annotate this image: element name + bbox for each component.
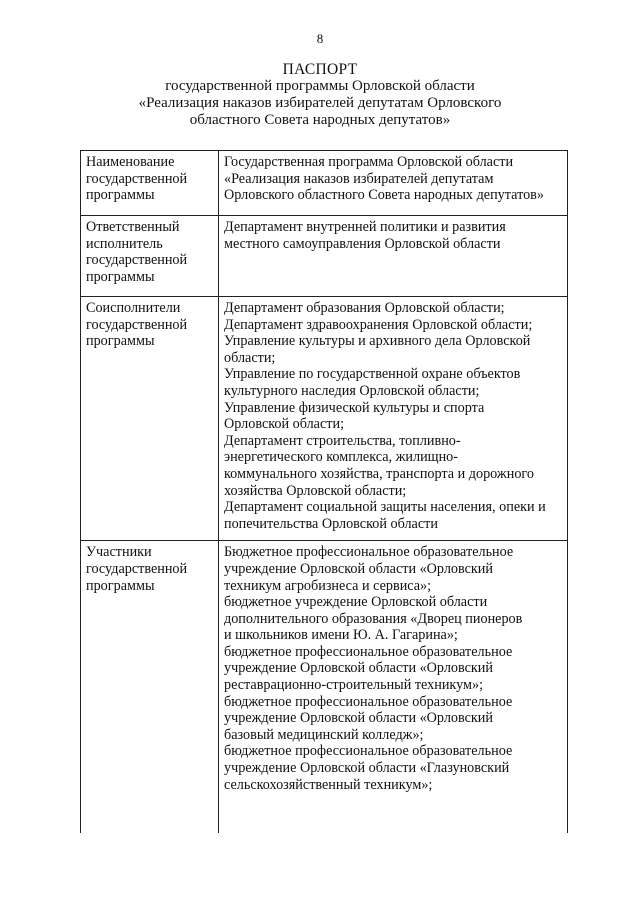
row-value-line: Департамент строительства, топливно- xyxy=(224,432,461,449)
row-label-cell xyxy=(81,151,219,216)
row-label-line: исполнитель xyxy=(86,235,163,252)
row-value-line: Управление физической культуры и спорта xyxy=(224,399,485,416)
row-value-line: реставрационно-строительный техникум»; xyxy=(224,677,484,694)
row-value-line: Орловской области; xyxy=(224,416,345,433)
row-value-line: бюджетное учреждение Орловской области xyxy=(224,594,488,611)
row-value-line: сельскохозяйственный техникум»; xyxy=(224,776,433,793)
row-label-line: государственной xyxy=(86,252,188,269)
row-label-line: государственной xyxy=(86,170,188,187)
row-value-cell xyxy=(219,151,568,216)
table-row xyxy=(81,216,568,297)
row-value-line: культурного наследия Орловской области; xyxy=(224,382,480,399)
passport-table xyxy=(80,150,568,833)
row-label-line: государственной xyxy=(86,316,188,333)
row-value-line: техникум агробизнеса и сервиса»; xyxy=(224,577,432,594)
row-value-line: бюджетное профессиональное образовательное xyxy=(224,643,513,660)
heading-line: государственной программы Орловской области xyxy=(165,78,475,94)
document-heading xyxy=(0,61,640,129)
table-row xyxy=(81,151,568,216)
document-title: ПАСПОРТ xyxy=(282,61,358,78)
row-label-line: программы xyxy=(86,577,155,594)
row-value-line: Управление культуры и архивного дела Орловской xyxy=(224,333,531,350)
row-label-line: Наименование xyxy=(86,154,175,170)
row-label-cell xyxy=(81,216,219,297)
row-value-line: Департамент здравоохранения Орловской области; xyxy=(224,316,533,333)
row-label-line: программы xyxy=(86,333,155,350)
row-value-line: и школьников имени Ю. А. Гагарина»; xyxy=(224,627,458,644)
row-value-line: учреждение Орловской области «Орловский xyxy=(224,560,493,577)
heading-line: областного Совета народных депутатов» xyxy=(189,112,451,128)
row-value-line: хозяйства Орловской области; xyxy=(224,482,407,499)
row-value-line: Департамент внутренней политики и развития xyxy=(224,219,506,235)
row-value-line: бюджетное профессиональное образовательное xyxy=(224,743,513,760)
row-label-line: Ответственный xyxy=(86,219,180,235)
table-row xyxy=(81,541,568,833)
row-value-line: Департамент образования Орловской области; xyxy=(224,300,505,316)
row-value-line: Департамент социальной защиты населения, опеки и xyxy=(224,499,546,516)
row-value-line: области; xyxy=(224,349,276,366)
table-row xyxy=(81,297,568,541)
row-value-line: базовый медицинский колледж»; xyxy=(224,726,424,743)
row-value-line: Управление по государственной охране объектов xyxy=(224,366,521,383)
row-label-line: Участники xyxy=(86,544,152,561)
row-label-line: государственной xyxy=(86,560,188,577)
row-value-line: Орловского областного Совета народных депутатов» xyxy=(224,187,544,204)
page-number: 8 xyxy=(316,31,324,46)
row-value-cell xyxy=(219,216,568,297)
row-label-cell xyxy=(81,541,219,833)
row-value-cell xyxy=(219,297,568,541)
row-label-cell xyxy=(81,297,219,541)
heading-line: «Реализация наказов избирателей депутатам Орловского xyxy=(138,95,502,111)
row-value-cell xyxy=(219,541,568,833)
row-value-line: попечительства Орловской области xyxy=(224,515,438,532)
row-value-line: бюджетное профессиональное образовательное xyxy=(224,693,513,710)
row-value-line: Государственная программа Орловской области xyxy=(224,154,514,170)
row-label-line: программы xyxy=(86,187,155,204)
row-value-line: энергетического комплекса, жилищно- xyxy=(224,449,458,466)
row-value-line: коммунального хозяйства, транспорта и дорожного xyxy=(224,465,534,482)
row-value-line: учреждение Орловской области «Орловский xyxy=(224,660,493,677)
row-value-line: местного самоуправления Орловской области xyxy=(224,235,501,252)
row-label-line: Соисполнители xyxy=(86,300,181,316)
row-label-line: программы xyxy=(86,268,155,285)
row-value-line: учреждение Орловской области «Орловский xyxy=(224,710,493,727)
row-value-line: дополнительного образования «Дворец пионеров xyxy=(224,610,523,627)
row-value-line: учреждение Орловской области «Глазуновский xyxy=(224,760,510,777)
row-value-line: «Реализация наказов избирателей депутатам xyxy=(224,170,494,187)
row-value-line: Бюджетное профессиональное образовательное xyxy=(224,544,514,561)
